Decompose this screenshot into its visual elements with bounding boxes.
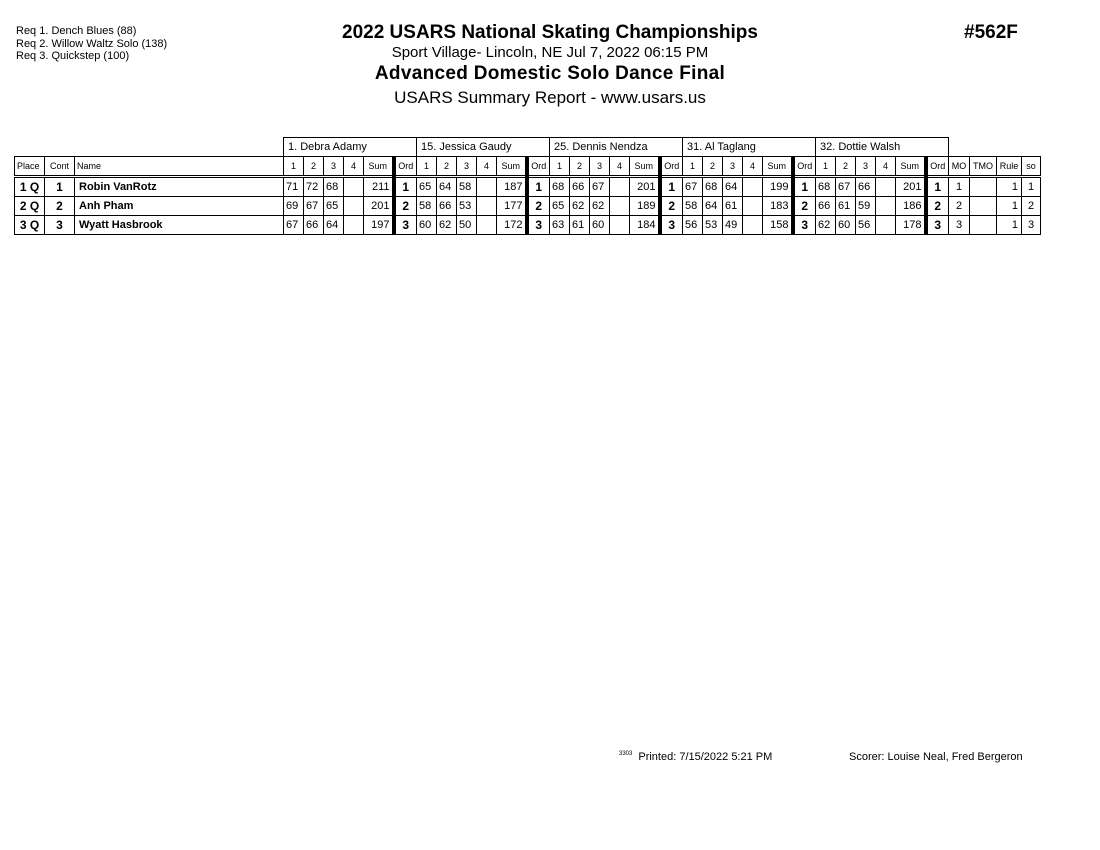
score-cell [344,197,364,216]
ord-cell: 1 [394,177,417,197]
so-cell: 1 [1022,177,1041,197]
mo-cell: 3 [949,216,970,235]
tmo-cell [970,177,997,197]
skater-name: Anh Pham [75,197,284,216]
score-cell: 62 [437,216,457,235]
requirement-item: Req 3. Quickstep (100) [16,50,130,62]
score-cell: 67 [683,177,703,197]
requirement-item: Req 1. Dench Blues (88) [16,25,137,37]
col-score-1: 1 [550,157,570,177]
score-cell: 66 [304,216,324,235]
place-cell: 2 Q [15,197,45,216]
ord-cell: 2 [926,197,949,216]
sum-cell: 178 [896,216,926,235]
score-cell: 72 [304,177,324,197]
scorer-info: Scorer: Louise Neal, Fred Bergeron [849,751,1023,763]
ord-cell: 1 [926,177,949,197]
mo-cell: 2 [949,197,970,216]
score-cell [477,216,497,235]
col-score-4: 4 [477,157,497,177]
ord-cell: 1 [527,177,550,197]
report-subtitle: USARS Summary Report - www.usars.us [394,88,706,107]
score-cell: 67 [590,177,610,197]
cont-cell: 3 [45,216,75,235]
score-cell [610,177,630,197]
sum-cell: 211 [364,177,394,197]
sum-cell: 177 [497,197,527,216]
score-cell: 68 [550,177,570,197]
ord-cell: 3 [793,216,816,235]
col-sum: Sum [497,157,527,177]
score-cell: 68 [703,177,723,197]
score-cell [743,197,763,216]
col-ord: Ord [793,157,816,177]
col-score-2: 2 [304,157,324,177]
col-ord: Ord [926,157,949,177]
score-cell [743,216,763,235]
score-cell: 58 [683,197,703,216]
col-ord: Ord [394,157,417,177]
score-cell: 53 [457,197,477,216]
column-header-row [15,157,1041,177]
score-cell: 67 [284,216,304,235]
place-cell: 1 Q [15,177,45,197]
sum-cell: 183 [763,197,793,216]
col-score-4: 4 [610,157,630,177]
col-sum: Sum [896,157,926,177]
score-cell: 63 [550,216,570,235]
so-cell: 3 [1022,216,1041,235]
rule-cell: 1 [997,177,1022,197]
score-cell: 56 [856,216,876,235]
sum-cell: 201 [630,177,660,197]
score-cell: 61 [570,216,590,235]
score-cell: 64 [324,216,344,235]
score-cell: 65 [324,197,344,216]
score-cell: 53 [703,216,723,235]
sum-cell: 187 [497,177,527,197]
judge-label: 32. Dottie Walsh [816,138,949,157]
score-cell: 66 [437,197,457,216]
sum-cell: 201 [896,177,926,197]
col-score-4: 4 [344,157,364,177]
score-cell: 60 [836,216,856,235]
score-cell: 65 [550,197,570,216]
score-cell: 60 [417,216,437,235]
score-cell: 67 [836,177,856,197]
skater-name: Wyatt Hasbrook [75,216,284,235]
col-score-3: 3 [723,157,743,177]
score-cell: 68 [324,177,344,197]
ord-cell: 2 [660,197,683,216]
table-row [15,216,1041,235]
col-rule: Rule [997,157,1022,177]
ord-cell: 3 [660,216,683,235]
score-cell: 61 [836,197,856,216]
col-score-3: 3 [324,157,344,177]
printed-info [619,751,772,763]
score-cell [743,177,763,197]
rule-cell: 1 [997,216,1022,235]
skater-name: Robin VanRotz [75,177,284,197]
score-cell: 58 [417,197,437,216]
event-title: Advanced Domestic Solo Dance Final [374,63,726,84]
col-place: Place [15,157,45,177]
col-ord: Ord [660,157,683,177]
col-score-2: 2 [437,157,457,177]
judge-label: 31. Al Taglang [683,138,816,157]
score-cell [610,197,630,216]
ord-cell: 3 [926,216,949,235]
rule-cell: 1 [997,197,1022,216]
col-tmo: TMO [970,157,997,177]
score-cell: 62 [570,197,590,216]
score-cell: 61 [723,197,743,216]
championship-title: 2022 USARS National Skating Championships [342,22,758,43]
score-cell: 68 [816,177,836,197]
col-score-1: 1 [683,157,703,177]
table-row [15,177,1041,197]
place-cell: 3 Q [15,216,45,235]
printed-date: Printed: 7/15/2022 5:21 PM [638,751,773,763]
requirements-list [16,25,167,63]
so-cell: 2 [1022,197,1041,216]
score-cell [610,216,630,235]
score-cell: 66 [570,177,590,197]
sum-cell: 172 [497,216,527,235]
col-score-2: 2 [836,157,856,177]
col-ord: Ord [527,157,550,177]
col-sum: Sum [364,157,394,177]
col-mo: MO [949,157,970,177]
col-score-1: 1 [816,157,836,177]
score-cell: 69 [284,197,304,216]
judge-label: 15. Jessica Gaudy [417,138,550,157]
score-cell: 56 [683,216,703,235]
col-score-1: 1 [417,157,437,177]
col-score-2: 2 [703,157,723,177]
col-score-3: 3 [457,157,477,177]
col-so: so [1022,157,1041,177]
cont-cell: 1 [45,177,75,197]
score-cell [477,197,497,216]
venue-date: Sport Village- Lincoln, NE Jul 7, 2022 06:15 PM [391,44,709,61]
sum-cell: 186 [896,197,926,216]
table-row [15,197,1041,216]
score-cell: 49 [723,216,743,235]
sum-cell: 199 [763,177,793,197]
col-cont: Cont [45,157,75,177]
mo-cell: 1 [949,177,970,197]
col-name: Name [75,157,284,177]
results-table [14,137,1041,235]
score-cell [344,177,364,197]
score-cell: 50 [457,216,477,235]
score-cell: 67 [304,197,324,216]
sum-cell: 197 [364,216,394,235]
score-cell: 64 [703,197,723,216]
score-cell: 64 [723,177,743,197]
report-header [300,22,800,110]
score-cell [344,216,364,235]
score-cell: 62 [816,216,836,235]
ord-cell: 1 [793,177,816,197]
score-cell: 65 [417,177,437,197]
tmo-cell [970,216,997,235]
ord-cell: 2 [394,197,417,216]
ord-cell: 2 [527,197,550,216]
score-cell: 71 [284,177,304,197]
event-number: #562F [964,22,1018,43]
ord-cell: 1 [660,177,683,197]
col-score-4: 4 [743,157,763,177]
sum-cell: 201 [364,197,394,216]
score-cell: 66 [856,177,876,197]
col-score-4: 4 [876,157,896,177]
col-score-2: 2 [570,157,590,177]
judge-label: 25. Dennis Nendza [550,138,683,157]
score-cell: 66 [816,197,836,216]
score-cell [876,216,896,235]
score-cell: 62 [590,197,610,216]
ord-cell: 3 [394,216,417,235]
judge-label: 1. Debra Adamy [284,138,417,157]
score-cell: 64 [437,177,457,197]
judge-header-row [15,138,1041,157]
col-sum: Sum [763,157,793,177]
ord-cell: 3 [527,216,550,235]
sum-cell: 158 [763,216,793,235]
tmo-cell [970,197,997,216]
sum-cell: 189 [630,197,660,216]
cont-cell: 2 [45,197,75,216]
sum-cell: 184 [630,216,660,235]
report-code: 3303 [619,751,633,757]
score-cell [876,177,896,197]
col-score-3: 3 [856,157,876,177]
requirement-item: Req 2. Willow Waltz Solo (138) [16,37,168,50]
score-cell [876,197,896,216]
score-cell: 58 [457,177,477,197]
score-cell [477,177,497,197]
col-score-3: 3 [590,157,610,177]
ord-cell: 2 [793,197,816,216]
col-sum: Sum [630,157,660,177]
col-score-1: 1 [284,157,304,177]
score-cell: 60 [590,216,610,235]
score-cell: 59 [856,197,876,216]
